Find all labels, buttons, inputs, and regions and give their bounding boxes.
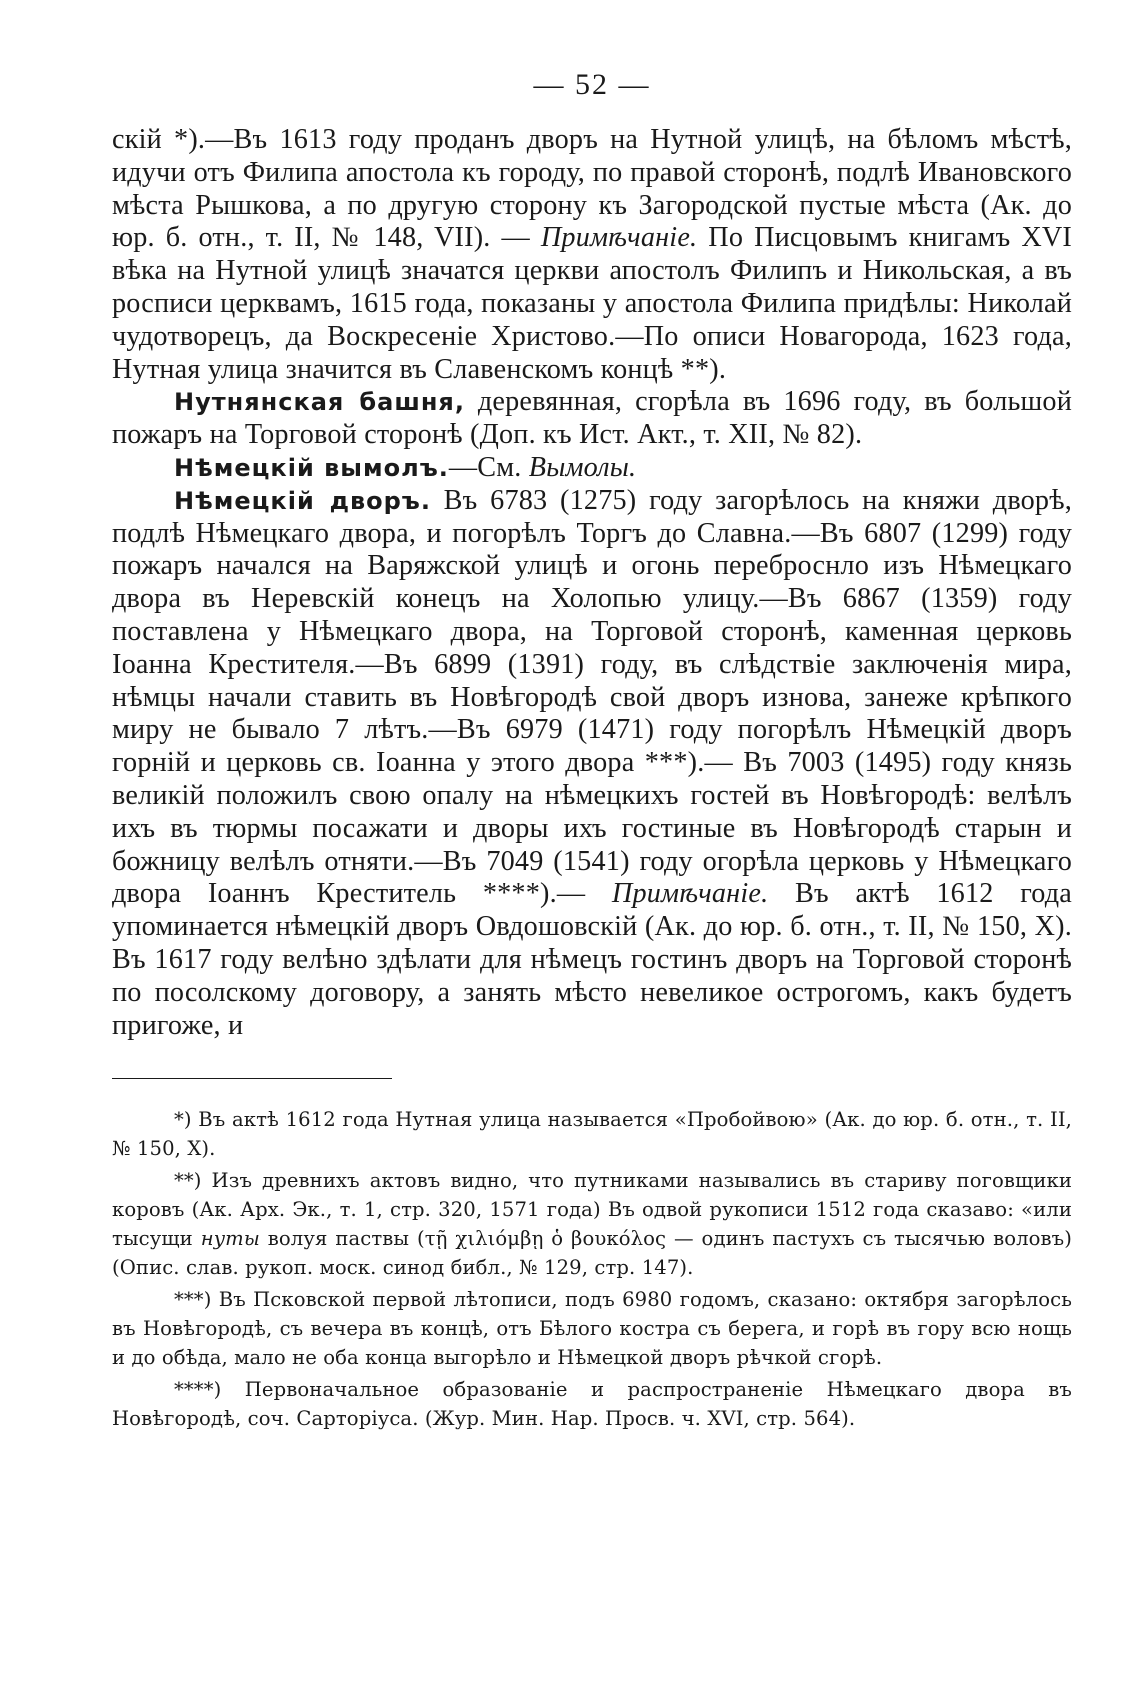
continuation-text: скій *).—Въ 1613 году проданъ дворъ на Нутной улицѣ, на бѣломъ мѣстѣ, идучи отъ Филипа апостола къ городу, по правой сторонѣ, подлѣ Ивановского мѣста Рышкова, а по другую сторону къ Загородской пустые мѣста (Ак. до юр. б. отн., т. II, № 148, VII). — xyxy=(112,124,1072,254)
entry-headword: Нутнянская башня, xyxy=(174,388,465,417)
note-label: Примѣчаніе. xyxy=(540,222,698,254)
entry-text: деревянная, сгорѣла въ 1696 году, въ большой пожаръ на Торговой сторонѣ (Доп. къ Ист. Акт., т. XII, № 82). xyxy=(112,386,1072,451)
entry-headword: Нѣмецкій дворъ. xyxy=(174,486,431,515)
footnote-text: волуя паствы (τῇ χιλιόμβῃ ὁ βουκόλος — одинъ пастухъ съ тысячью воловъ) (Опис. слав. рукоп. моск. синод библ., № 129, стр. 147). xyxy=(112,1227,1072,1280)
entry-cross-reference: Вымолы. xyxy=(528,451,637,483)
entry-tail: Въ актѣ 1612 года упоминается нѣмецкій дворъ Овдошовскій (Ак. до юр. б. отн., т. II, № 150, X). Въ 1617 году велѣно здѣлати для нѣмецъ гостинъ дворъ на Торговой сторонѣ по посолскому договору, а занять мѣсто невеликое острогомъ, какъ будетъ пригоже, и xyxy=(112,878,1073,1041)
footnote-1: *) Въ актѣ 1612 года Нутная улица называется «Пробойвою» (Ак. до юр. б. отн., т. II, № 150, X). xyxy=(112,1108,1072,1161)
footnote-text: **) Изъ древнихъ актовъ видно, что путниками назывались въ стариву поговщики коровъ (Ак. Арх. Эк., т. 1, стр. 320, 1571 года) Въ одвой рукописи 1512 года сказаво: «или тысущи xyxy=(112,1169,1072,1251)
document-page xyxy=(112,60,1072,1436)
footnote-divider xyxy=(112,1078,392,1079)
note-label: Примѣчаніе. xyxy=(611,878,769,910)
page-number: — 52 — xyxy=(533,68,651,101)
entry-text: —См. xyxy=(448,451,522,483)
footnote-italic: нуты xyxy=(200,1227,260,1251)
footnote-3: ***) Въ Псковской первой лѣтописи, подъ 6980 годомъ, сказано: октября загорѣлось въ Новѣгородѣ, съ вечера въ концѣ, отъ Бѣлого костра съ берега, и горѣ въ гору всю нощь и до обѣда, мало не оба конца выгорѣло и Нѣмецкой дворъ рѣчкой сгорѣ. xyxy=(112,1288,1072,1370)
entry-nemetskiy-dvor xyxy=(112,485,1072,1043)
footnotes xyxy=(112,1105,1072,1433)
continuation-paragraph xyxy=(112,124,1072,386)
entry-headword: Нѣмецкій вымолъ. xyxy=(174,453,449,482)
footnote-4: ****) Первоначальное образованіе и распространеніе Нѣмецкаго двора въ Новѣгородѣ, соч. Сарторіуса. (Жур. Мин. Нар. Просв. ч. XVI, стр. 564). xyxy=(112,1378,1072,1431)
entry-text: Въ 6783 (1275) году загорѣлось на княжи дворѣ, подлѣ Нѣмецкаго двора, и погорѣлъ Торгъ до Славна.—Въ 6807 (1299) году пожаръ начался на Варяжской улицѣ и огонь переброснло изъ Нѣмецкаго двора въ Неревскій конецъ на Холопью улицу.—Въ 6867 (1359) году поставлена у Нѣмецкаго двора, на Торговой сторонѣ, каменная церковь Іоанна Крестителя.—Въ 6899 (1391) году, въ слѣдствіе заключенія мира, нѣмцы начали ставить въ Новѣгородѣ свой дворъ изнова, занеже крѣпкого миру не бывало 7 лѣтъ.—Въ 6979 (1471) году погорѣлъ Нѣмецкій дворъ горній и церковь св. Іоанна у этого двора ***).— Въ 7003 (1495) году князь великій положилъ свою опалу на нѣмецкихъ гостей въ Новѣгородѣ: велѣлъ ихъ въ тюрмы посажати и дворы ихъ гостиные въ Новѣгородѣ старын и божницу велѣлъ отняти.—Въ 7049 (1541) году огорѣла церковь у Нѣмецкаго двора Іоаннъ Креститель ****).— xyxy=(112,484,1072,910)
continuation-tail: По Писцовымъ книгамъ XVI вѣка на Нутной улицѣ значатся церкви апостолъ Филипъ и Никольская, а въ росписи церквамъ, 1615 года, показаны у апостола Филипа придѣлы: Николай чудотворецъ, да Воскресеніе Христово.—По описи Новагорода, 1623 года, Нутная улица значится въ Славенскомъ концѣ **). xyxy=(112,222,1073,385)
entry-nutnyanskaya-bashnya xyxy=(112,386,1072,452)
footnote-2 xyxy=(112,1166,1072,1282)
entry-nemetskiy-vymol xyxy=(112,452,1072,485)
